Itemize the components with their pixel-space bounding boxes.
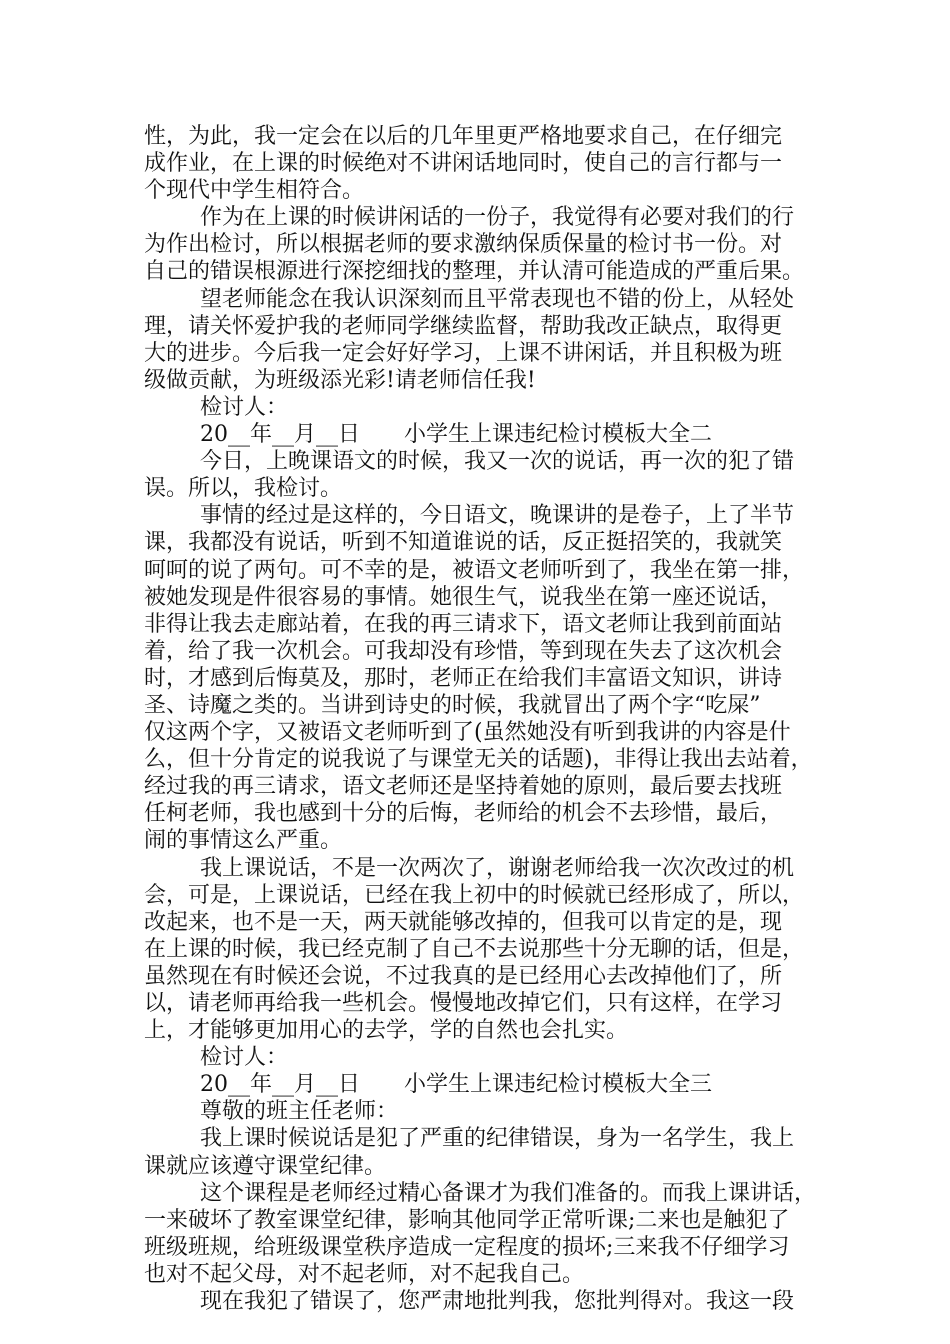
text-line: 课就应该遵守课堂纪律。 — [144, 1153, 387, 1179]
text-line: 检讨人： — [200, 1045, 289, 1071]
text-line: 自己的错误根源进行深挖细找的整理，并认清可能造成的严重后果。 — [144, 259, 805, 285]
text-line: 在上课的时候，我已经克制了自己不去说那些十分无聊的话，但是， — [144, 936, 805, 962]
text-line: 我上课时候说话是犯了严重的纪律错误，身为一名学生，我上 — [200, 1126, 795, 1152]
text-line: 个现代中学生相符合。 — [144, 178, 365, 204]
text-line: 改起来，也不是一天，两天就能够改掉的，但我可以肯定的是，现 — [144, 909, 783, 935]
text-line: 虽然现在有时候还会说，不过我真的是已经用心去改掉他们了，所 — [144, 963, 783, 989]
text-line: 作为在上课的时候讲闲话的一份子，我觉得有必要对我们的行 — [200, 205, 795, 231]
text-line: 课，我都没有说话，听到不知道谁说的话，反正挺招笑的，我就笑 — [144, 530, 783, 556]
text-line: 为作出检讨，所以根据老师的要求激纳保质保量的检讨书一份。对 — [144, 232, 783, 258]
text-line: 上，才能够更加用心的去学，学的自然也会扎实。 — [144, 1018, 629, 1044]
text-line: 闹的事情这么严重。 — [144, 828, 343, 854]
text-line: 级做贡献，为班级添光彩!请老师信任我! — [144, 367, 536, 393]
text-line: 理，请关怀爱护我的老师同学继续监督，帮助我改正缺点，取得更 — [144, 313, 783, 339]
text-line: 这个课程是老师经过精心备课才为我们准备的。而我上课讲话， — [200, 1180, 817, 1206]
text-line: 一来破坏了教室课堂纪律，影响其他同学正常听课;二来也是触犯了 — [144, 1207, 790, 1233]
text-line: 时，才感到后悔莫及，那时，老师正在给我们丰富语文知识，讲诗 — [144, 665, 783, 691]
text-line: 20__年__月__日 小学生上课违纪检讨模板大全三 — [200, 1072, 712, 1098]
text-line: 任柯老师，我也感到十分的后悔，老师给的机会不去珍惜，最后， — [144, 801, 783, 827]
text-line: 望老师能念在我认识深刻而且平常表现也不错的份上，从轻处 — [200, 286, 795, 312]
text-line: 会，可是，上课说话，已经在我上初中的时候就已经形成了，所以， — [144, 882, 805, 908]
text-line: 圣、诗魔之类的。当讲到诗史的时候，我就冒出了两个字“吃屎” — [144, 692, 761, 718]
text-line: 非得让我去走廊站着，在我的再三请求下，语文老师让我到前面站 — [144, 611, 783, 637]
text-line: 仅这两个字，又被语文老师听到了(虽然她没有听到我讲的内容是什 — [144, 720, 791, 746]
text-line: 误。所以，我检讨。 — [144, 476, 343, 502]
text-line: 尊敬的班主任老师： — [200, 1099, 399, 1125]
text-line: 以，请老师再给我一些机会。慢慢地改掉它们，只有这样，在学习 — [144, 991, 783, 1016]
text-line: 今日，上晚课语文的时候，我又一次的说话，再一次的犯了错 — [200, 449, 795, 475]
text-line: 现在我犯了错误了，您严肃地批判我，您批判得对。我这一段 — [200, 1289, 795, 1315]
text-line: 20__年__月__日 小学生上课违纪检讨模板大全二 — [200, 422, 712, 448]
text-line: 大的进步。今后我一定会好好学习，上课不讲闲话，并且积极为班 — [144, 340, 783, 366]
text-line: 事情的经过是这样的，今日语文，晚课讲的是卷子，上了半节 — [200, 503, 795, 529]
text-line: 被她发现是件很容易的事情。她很生气，说我坐在第一座还说话， — [144, 584, 783, 610]
text-line: 我上课说话，不是一次两次了，谢谢老师给我一次次改过的机 — [200, 855, 795, 881]
text-line: 性，为此，我一定会在以后的几年里更严格地要求自己，在仔细完 — [144, 124, 783, 149]
text-line: 经过我的再三请求，语文老师还是坚持着她的原则，最后要去找班 — [144, 774, 783, 800]
text-line: 着，给了我一次机会。可我却没有珍惜，等到现在失去了这次机会 — [144, 638, 783, 664]
text-line: 么，但十分肯定的说我说了与课堂无关的话题)，非得让我出去站着， — [144, 747, 813, 773]
text-line: 成作业，在上课的时候绝对不讲闲话地同时，使自己的言行都与一 — [144, 151, 783, 177]
text-line: 检讨人： — [200, 394, 289, 420]
text-line: 班级班规，给班级课堂秩序造成一定程度的损坏;三来我不仔细学习 — [144, 1234, 790, 1260]
text-line: 呵呵的说了两句。可不幸的是，被语文老师听到了，我坐在第一排， — [144, 557, 805, 583]
document-body — [144, 123, 824, 1315]
text-line: 也对不起父母，对不起老师，对不起我自己。 — [144, 1261, 585, 1287]
